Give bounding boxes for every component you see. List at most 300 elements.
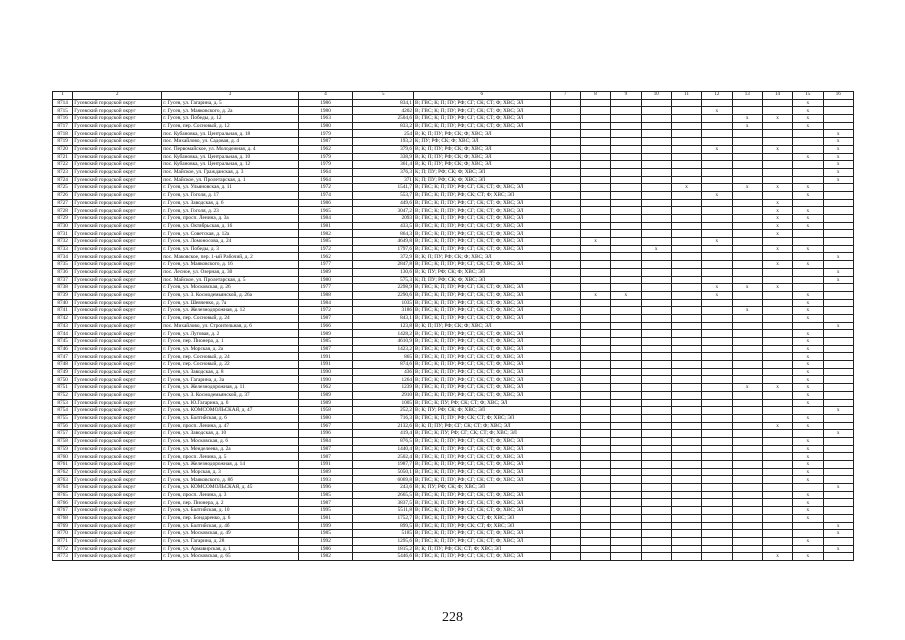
table-cell: В; ГВС; К; П; ПУ; РФ; СГ; СК; СТ; Ф; ХВС; ЭЛ <box>414 207 551 215</box>
table-cell <box>550 461 580 469</box>
table-cell <box>732 514 762 522</box>
table-cell <box>671 199 701 207</box>
table-cell: х <box>793 391 823 399</box>
data-table <box>52 91 854 561</box>
table-cell <box>671 461 701 469</box>
table-cell: 8771 <box>53 537 73 545</box>
table-cell <box>580 245 610 253</box>
table-cell <box>611 476 641 484</box>
table-row <box>53 291 854 299</box>
table-cell <box>732 530 762 538</box>
table-cell <box>580 545 610 553</box>
table-cell <box>732 238 762 246</box>
table-cell: В; К; П; ПУ; РФ; СК; Ф; ХВС; ЭЛ <box>414 145 551 153</box>
table-cell <box>580 99 610 107</box>
table-cell: х <box>793 476 823 484</box>
table-cell <box>611 261 641 269</box>
table-cell <box>823 291 853 299</box>
table-cell <box>550 338 580 346</box>
table-row <box>53 461 854 469</box>
table-cell <box>641 476 671 484</box>
table-cell <box>641 207 671 215</box>
table-cell <box>823 191 853 199</box>
table-cell: В; ГВС; К; П; ПУ; РФ; СК; СТ; Ф; ХВС; ЭЛ <box>414 414 551 422</box>
table-cell: 8757 <box>53 430 73 438</box>
table-cell: В; ГВС; К; П; ПУ; РФ; СГ; СК; СТ; Ф; ХВС; ЭЛ <box>414 184 551 192</box>
table-cell: 8764 <box>53 484 73 492</box>
table-cell <box>611 430 641 438</box>
column-header: 12 <box>702 92 732 100</box>
table-cell <box>611 245 641 253</box>
table-cell <box>641 484 671 492</box>
table-cell <box>611 491 641 499</box>
page-number: 228 <box>442 610 463 625</box>
table-cell <box>702 461 732 469</box>
table-cell: г. Гусев, ул. Армавирская, д. 1 <box>162 545 299 553</box>
table-cell: 1979 <box>298 153 353 161</box>
table-cell <box>762 414 792 422</box>
table-cell <box>762 445 792 453</box>
table-cell: г. Гусев, пер. Сосновый, д. 24 <box>162 314 299 322</box>
table-cell: В; ГВС; К; П; ПУ; РФ; СГ; СК; СТ; Ф; ХВС; ЭЛ <box>414 107 551 115</box>
table-cell: 8716 <box>53 115 73 123</box>
table-row <box>53 284 854 292</box>
table-cell: 1964 <box>298 176 353 184</box>
table-cell: г. Гусев, ул. Московская, д. 65 <box>162 553 299 561</box>
table-cell <box>550 99 580 107</box>
table-cell <box>580 184 610 192</box>
table-cell: 1979 <box>298 130 353 138</box>
table-cell: 1984 <box>298 215 353 223</box>
table-cell: 1984 <box>298 437 353 445</box>
table-cell: х <box>702 238 732 246</box>
table-cell <box>671 130 701 138</box>
table-cell <box>611 276 641 284</box>
table-cell <box>762 361 792 369</box>
table-cell <box>611 161 641 169</box>
table-cell <box>762 191 792 199</box>
table-cell: 1991 <box>298 353 353 361</box>
table-cell <box>611 115 641 123</box>
table-cell: Гусевский городской округ <box>73 199 162 207</box>
table-cell: В; К; ПУ; РФ; СК; Ф; ХВС; ЭЛ <box>414 407 551 415</box>
table-cell: 2298,9 <box>353 284 414 292</box>
table-cell <box>702 476 732 484</box>
table-cell: х <box>793 291 823 299</box>
table-cell <box>732 445 762 453</box>
table-cell: г. Гусев, пер. Бондаренко, д. 6 <box>162 514 299 522</box>
table-cell: 1982 <box>298 553 353 561</box>
table-cell <box>702 261 732 269</box>
table-cell <box>732 245 762 253</box>
table-cell <box>580 468 610 476</box>
table-cell <box>671 330 701 338</box>
table-cell <box>671 399 701 407</box>
table-cell: 1972 <box>298 184 353 192</box>
table-cell <box>641 107 671 115</box>
table-cell <box>823 399 853 407</box>
table-cell <box>671 391 701 399</box>
table-cell: х <box>823 130 853 138</box>
table-cell: Гусевский городской округ <box>73 545 162 553</box>
table-cell <box>550 553 580 561</box>
table-cell: х <box>823 161 853 169</box>
table-cell <box>641 322 671 330</box>
table-cell: 2132,6 <box>353 422 414 430</box>
table-cell <box>762 338 792 346</box>
table-cell: 8763 <box>53 476 73 484</box>
table-cell: г. Гусев, ул. Ломоносова, д. 24 <box>162 238 299 246</box>
table-cell: х <box>793 99 823 107</box>
table-cell: Гусевский городской округ <box>73 107 162 115</box>
table-cell <box>671 338 701 346</box>
table-cell: 1996 <box>298 484 353 492</box>
table-cell <box>732 376 762 384</box>
table-cell: х <box>793 445 823 453</box>
table-cell: 1987 <box>298 138 353 146</box>
table-cell <box>732 545 762 553</box>
table-row <box>53 107 854 115</box>
table-cell: х <box>793 361 823 369</box>
column-header: 4 <box>298 92 353 100</box>
table-cell: 8717 <box>53 122 73 130</box>
table-cell: 1985 <box>298 238 353 246</box>
table-cell <box>823 384 853 392</box>
table-cell <box>671 522 701 530</box>
table-cell: х <box>702 291 732 299</box>
table-cell <box>762 407 792 415</box>
table-cell: пос. Кубановка, ул. Центральная, д. 18 <box>162 130 299 138</box>
table-cell <box>702 307 732 315</box>
table-cell <box>793 322 823 330</box>
table-cell: 8770 <box>53 530 73 538</box>
table-cell: Гусевский городской округ <box>73 384 162 392</box>
table-cell: г. Гусев, ул. Балтийская, д. 10 <box>162 507 299 515</box>
table-row <box>53 276 854 284</box>
table-cell: 1987,7 <box>353 461 414 469</box>
table-row <box>53 445 854 453</box>
table-cell: 8714 <box>53 99 73 107</box>
table-cell <box>823 376 853 384</box>
table-cell <box>550 507 580 515</box>
table-cell <box>702 207 732 215</box>
table-cell <box>550 199 580 207</box>
table-cell: г. Гусев, ул. Заводская, д. 6 <box>162 199 299 207</box>
table-cell <box>671 468 701 476</box>
table-cell: х <box>793 245 823 253</box>
table-cell <box>823 314 853 322</box>
table-cell <box>641 168 671 176</box>
table-cell <box>550 138 580 146</box>
table-cell: Гусевский городской округ <box>73 345 162 353</box>
table-cell: 6069,8 <box>353 476 414 484</box>
table-cell: Гусевский городской округ <box>73 299 162 307</box>
table-cell <box>671 299 701 307</box>
table-cell: Гусевский городской округ <box>73 115 162 123</box>
table-cell <box>823 207 853 215</box>
table-cell <box>671 107 701 115</box>
table-cell <box>611 507 641 515</box>
table-cell <box>823 261 853 269</box>
table-cell: В; ГВС; К; П; ПУ; РФ; СГ; СК; СТ; Ф; ХВС; ЭЛ <box>414 537 551 545</box>
table-cell: Гусевский городской округ <box>73 414 162 422</box>
table-cell: 1972 <box>298 307 353 315</box>
table-cell: х <box>793 330 823 338</box>
table-cell: Гусевский городской округ <box>73 322 162 330</box>
table-cell: 8736 <box>53 268 73 276</box>
table-cell <box>611 537 641 545</box>
table-cell: Гусевский городской округ <box>73 514 162 522</box>
table-cell: пос. Михайлово, ул. Садовая, д. 4 <box>162 138 299 146</box>
table-cell: х <box>793 261 823 269</box>
table-cell <box>550 207 580 215</box>
table-cell: х <box>793 414 823 422</box>
table-cell: г. Гусев, пер. Сосновый, д. 22 <box>162 361 299 369</box>
table-cell: 1992 <box>298 537 353 545</box>
table-cell <box>732 468 762 476</box>
table-cell <box>611 530 641 538</box>
table-cell: В; ГВС; К; П; ПУ; РФ; СГ; СК; СТ; Ф; ХВС; ЭЛ <box>414 99 551 107</box>
table-cell: Гусевский городской округ <box>73 422 162 430</box>
table-cell <box>611 284 641 292</box>
table-cell: 8750 <box>53 376 73 384</box>
table-row <box>53 222 854 230</box>
table-cell <box>823 453 853 461</box>
table-row <box>53 138 854 146</box>
table-cell: х <box>793 107 823 115</box>
table-cell <box>823 514 853 522</box>
table-cell <box>823 115 853 123</box>
table-cell: Гусевский городской округ <box>73 222 162 230</box>
table-cell <box>702 437 732 445</box>
table-cell <box>671 153 701 161</box>
column-header: 3 <box>162 92 299 100</box>
table-cell <box>641 361 671 369</box>
table-cell <box>641 384 671 392</box>
table-cell <box>702 545 732 553</box>
table-cell <box>641 522 671 530</box>
table-cell <box>732 430 762 438</box>
table-cell <box>793 161 823 169</box>
table-row <box>53 399 854 407</box>
column-header: 11 <box>671 92 701 100</box>
table-cell: г. Гусев, ул. Маяковского, д. 8б <box>162 476 299 484</box>
table-cell <box>580 207 610 215</box>
table-cell <box>550 468 580 476</box>
table-cell <box>793 238 823 246</box>
table-cell <box>580 553 610 561</box>
table-row <box>53 168 854 176</box>
table-cell: 865 <box>353 353 414 361</box>
table-cell: В; ГВС; К; П; ПУ; РФ; СГ; СК; СТ; Ф; ХВС; ЭЛ <box>414 284 551 292</box>
table-cell: х <box>823 407 853 415</box>
table-cell <box>823 107 853 115</box>
table-cell <box>702 453 732 461</box>
table-cell <box>641 130 671 138</box>
table-cell <box>732 553 762 561</box>
table-cell: х <box>641 245 671 253</box>
table-cell: В; ГВС; К; П; ПУ; РФ; СГ; СК; СТ; Ф; ХВС; ЭЛ <box>414 507 551 515</box>
table-cell: х <box>762 145 792 153</box>
table-cell: 1962 <box>298 253 353 261</box>
table-cell: 8748 <box>53 361 73 369</box>
table-cell <box>762 530 792 538</box>
table-cell: 8722 <box>53 161 73 169</box>
table-cell: г. Гусев, ул. Московская, д. 49 <box>162 530 299 538</box>
table-cell <box>793 522 823 530</box>
table-cell <box>823 338 853 346</box>
table-cell: Гусевский городской округ <box>73 268 162 276</box>
table-cell <box>550 222 580 230</box>
table-cell <box>580 445 610 453</box>
table-cell: 1980 <box>298 107 353 115</box>
table-cell: В; ГВС; К; П; ПУ; РФ; СГ; СК; СТ; Ф; ХВС; ЭЛ <box>414 314 551 322</box>
table-cell: Гусевский городской округ <box>73 453 162 461</box>
column-header: 1 <box>53 92 73 100</box>
table-cell: Гусевский городской округ <box>73 338 162 346</box>
table-cell <box>671 230 701 238</box>
table-cell: В; ГВС; К; П; ПУ; РФ; СГ; СК; СТ; Ф; ХВС; ЭЛ <box>414 199 551 207</box>
table-cell <box>611 407 641 415</box>
table-cell: В; ГВС; К; П; ПУ; РФ; СГ; СК; СТ; Ф; ХВС; ЭЛ <box>414 461 551 469</box>
table-cell: В; ГВС; К; П; ПУ; РФ; СГ; СК; СТ; Ф; ХВС; ЭЛ <box>414 445 551 453</box>
table-cell <box>762 391 792 399</box>
table-cell <box>641 184 671 192</box>
table-cell <box>823 499 853 507</box>
table-cell <box>702 338 732 346</box>
table-cell: х <box>793 222 823 230</box>
table-cell <box>641 268 671 276</box>
table-cell: 1986 <box>298 545 353 553</box>
table-cell: 8727 <box>53 199 73 207</box>
table-cell: х <box>793 153 823 161</box>
table-cell: х <box>793 422 823 430</box>
table-cell: Гусевский городской округ <box>73 330 162 338</box>
table-cell: 8766 <box>53 499 73 507</box>
table-cell: Гусевский городской округ <box>73 276 162 284</box>
table-row <box>53 161 854 169</box>
table-cell: 1815,2 <box>353 545 414 553</box>
table-row <box>53 307 854 315</box>
table-cell <box>732 161 762 169</box>
table-cell: 8773 <box>53 553 73 561</box>
table-cell: 4649,8 <box>353 238 414 246</box>
table-cell <box>550 399 580 407</box>
table-cell: Гусевский городской округ <box>73 476 162 484</box>
table-cell <box>793 530 823 538</box>
table-cell: х <box>793 345 823 353</box>
table-cell <box>702 522 732 530</box>
table-cell: х <box>793 338 823 346</box>
table-cell <box>611 353 641 361</box>
table-cell <box>823 184 853 192</box>
table-cell: 1963 <box>298 115 353 123</box>
table-cell: г. Гусев, ул. Луговая, д. 2 <box>162 330 299 338</box>
table-row <box>53 499 854 507</box>
table-cell <box>671 115 701 123</box>
table-cell: 8749 <box>53 368 73 376</box>
table-cell <box>641 222 671 230</box>
table-cell <box>641 407 671 415</box>
column-header: 14 <box>762 92 792 100</box>
table-cell: Гусевский городской округ <box>73 145 162 153</box>
table-cell <box>641 299 671 307</box>
table-cell <box>611 445 641 453</box>
table-cell <box>611 330 641 338</box>
table-row <box>53 322 854 330</box>
table-cell <box>762 484 792 492</box>
table-cell: 1996 <box>298 430 353 438</box>
table-cell: 2093 <box>353 215 414 223</box>
table-row <box>53 145 854 153</box>
table-row <box>53 191 854 199</box>
table-cell: г. Гусев, ул. КОМСОМОЛЬСКАЯ, д. 47 <box>162 407 299 415</box>
table-cell <box>793 545 823 553</box>
table-cell <box>671 161 701 169</box>
table-cell: 5050,1 <box>353 468 414 476</box>
table-cell <box>762 176 792 184</box>
table-cell: х <box>823 522 853 530</box>
table-cell: 8741 <box>53 307 73 315</box>
table-cell: 8737 <box>53 276 73 284</box>
table-cell: х <box>580 291 610 299</box>
table-cell: х <box>762 284 792 292</box>
table-cell <box>793 145 823 153</box>
table-cell <box>702 414 732 422</box>
table-cell <box>550 437 580 445</box>
table-row <box>53 268 854 276</box>
table-cell <box>732 207 762 215</box>
table-cell: г. Гусев, ул. 3. Космодемьянской, д. 26а <box>162 291 299 299</box>
table-cell: 254 <box>353 130 414 138</box>
column-header: 9 <box>611 92 641 100</box>
table-cell: В; ГВС; К; П; ПУ; РФ; СГ; СК; СТ; Ф; ХВС; ЭЛ <box>414 215 551 223</box>
table-cell <box>550 307 580 315</box>
table-cell: Гусевский городской округ <box>73 253 162 261</box>
table-cell <box>702 161 732 169</box>
table-cell <box>611 453 641 461</box>
table-cell: х <box>732 122 762 130</box>
table-cell: х <box>823 138 853 146</box>
table-cell: г. Гусев, ул. Победы, д. 3 <box>162 245 299 253</box>
table-cell <box>793 168 823 176</box>
table-cell <box>762 307 792 315</box>
table-cell: 575,3 <box>353 276 414 284</box>
table-cell <box>762 291 792 299</box>
table-cell: В; ГВС; К; П; ПУ; РФ; СГ; СК; СТ; Ф; ХВС; ЭЛ <box>414 437 551 445</box>
table-cell <box>580 284 610 292</box>
table-cell: Гусевский городской округ <box>73 184 162 192</box>
table-cell <box>580 191 610 199</box>
table-cell: 1972 <box>298 245 353 253</box>
table-row <box>53 299 854 307</box>
table-cell: х <box>823 268 853 276</box>
table-cell: Гусевский городской округ <box>73 291 162 299</box>
table-cell <box>641 314 671 322</box>
table-cell <box>823 391 853 399</box>
table-cell: х <box>762 261 792 269</box>
table-cell <box>823 361 853 369</box>
table-cell <box>641 238 671 246</box>
table-cell <box>580 145 610 153</box>
table-cell: х <box>793 537 823 545</box>
table-cell: 8758 <box>53 437 73 445</box>
table-cell: 8723 <box>53 168 73 176</box>
table-cell: 1986 <box>298 99 353 107</box>
table-cell <box>702 499 732 507</box>
table-cell <box>793 199 823 207</box>
table-cell <box>580 430 610 438</box>
